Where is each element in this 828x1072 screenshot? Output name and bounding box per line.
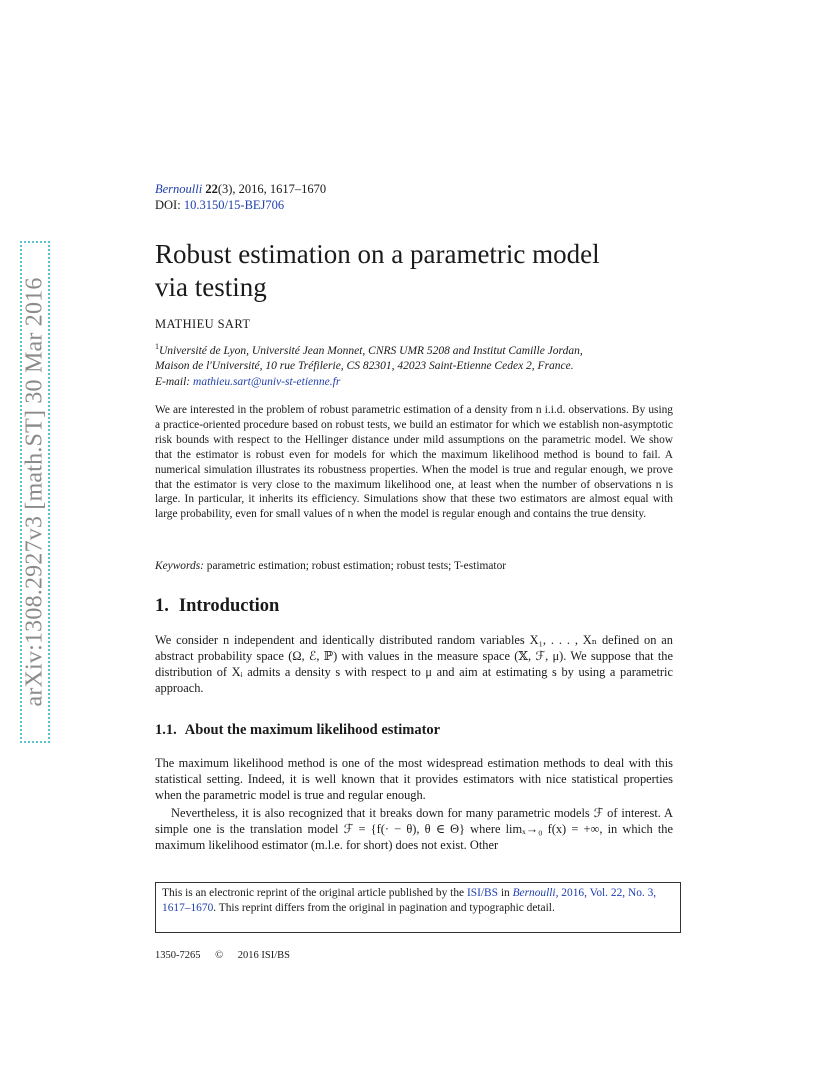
author-name: MATHIEU SART [155,317,251,331]
email-label: E-mail: [155,375,191,388]
subsection-number: 1.1. [155,722,177,738]
mle-paragraph-1: The maximum likelihood method is one of the most widespread estimation methods to deal with this statistical setting. Indeed, it is well known that it provides estimators with nice statistical properties when the parametric model is true and regular enough. [155,756,673,802]
affiliation [155,339,675,390]
arxiv-stamp-text: arXiv:1308.2927v3 [math.ST] 30 Mar 2016 [21,277,48,707]
subsection-heading [155,722,448,739]
reprint-text-1: This is an electronic reprint of the original article published by the [162,887,465,899]
copyright-icon: © [215,950,224,961]
reprint-notice [155,882,681,933]
copyright-owner: 2016 ISI/BS [237,950,290,961]
section-heading-introduction [155,596,289,617]
doi-link[interactable]: 10.3150/15-BEJ706 [183,198,285,212]
email-link[interactable]: mathieu.sart@univ-st-etienne.fr [193,375,341,388]
reprint-journal-link[interactable]: Bernoulli, [512,887,559,899]
journal-name-link[interactable]: Bernoulli [155,182,203,196]
reprint-text-2: in [500,887,510,899]
publisher-link[interactable]: ISI/BS [466,887,498,899]
arxiv-stamp [20,241,50,743]
section-title: Introduction [178,596,280,616]
section-number: 1. [155,596,169,616]
title-line-1: Robust estimation on a parametric model [155,239,600,269]
issn: 1350-7265 [155,950,201,961]
mle-paragraph-2: Nevertheless, it is also recognized that it breaks down for many parametric models ℱ of interest. A simple one is the translation model ℱ = {f(· − θ), θ ∈ Θ} where limₓ→₀ f(x) = +∞, in which the maximum likelihood estimator (m.l.e. for short) does not exist. Other [155,806,673,852]
footer [155,950,290,961]
paper-title [155,238,715,304]
keywords-text: parametric estimation; robust estimation; robust tests; T-estimator [206,560,507,572]
affiliation-line-2: Maison de l'Université, 10 rue Tréfilerie, CS 82301, 42023 Saint-Etienne Cedex 2, France. [155,360,574,373]
doi-label: DOI: [155,198,181,212]
keywords-label: Keywords: [155,560,204,572]
keywords [155,560,673,572]
reprint-citation-link[interactable]: 2016, Vol. 22, No. 3, 1617–1670 [162,887,657,914]
journal-header [155,181,326,213]
subsection-title: About the maximum likelihood estimator [184,722,441,738]
journal-volume: 22 [205,182,218,196]
journal-issue-pages: (3), 2016, 1617–1670 [217,182,327,196]
intro-paragraph: We consider n independent and identically distributed random variables X₁, . . . , Xₙ defined on an abstract probability space (Ω, ℰ, ℙ) with values in the measure space (𝕏, ℱ, μ). We suppose that the distribution of Xᵢ admits a density s with respect to μ and aim at estimating s by using a parametric approach. [155,633,673,695]
abstract: We are interested in the problem of robust parametric estimation of a density from n i.i.d. observations. By using a practice-oriented procedure based on robust tests, we build an estimator for which we establish non-asymptotic risk bounds with respect to the Hellinger distance under mild assumptions on the parametric model. We show that the estimator is robust even for models for which the maximum likelihood method is bound to fail. A numerical simulation illustrates its robustness properties. When the model is true and regular enough, we prove that the estimator is very close to the maximum likelihood one, at least when the number of observations n is large. In particular, it inherits its efficiency. Simulations show that these two estimators are almost equal with large probability, even for small values of n when the model is regular enough and contains the true density. [155,404,673,521]
reprint-text-3: . This reprint differs from the original in pagination and typographic detail. [213,902,555,914]
affiliation-mark: 1 [155,342,159,351]
affiliation-line-1: Université de Lyon, Université Jean Monnet, CNRS UMR 5208 and Institut Camille Jordan, [159,344,583,357]
title-line-2: via testing [155,272,267,302]
